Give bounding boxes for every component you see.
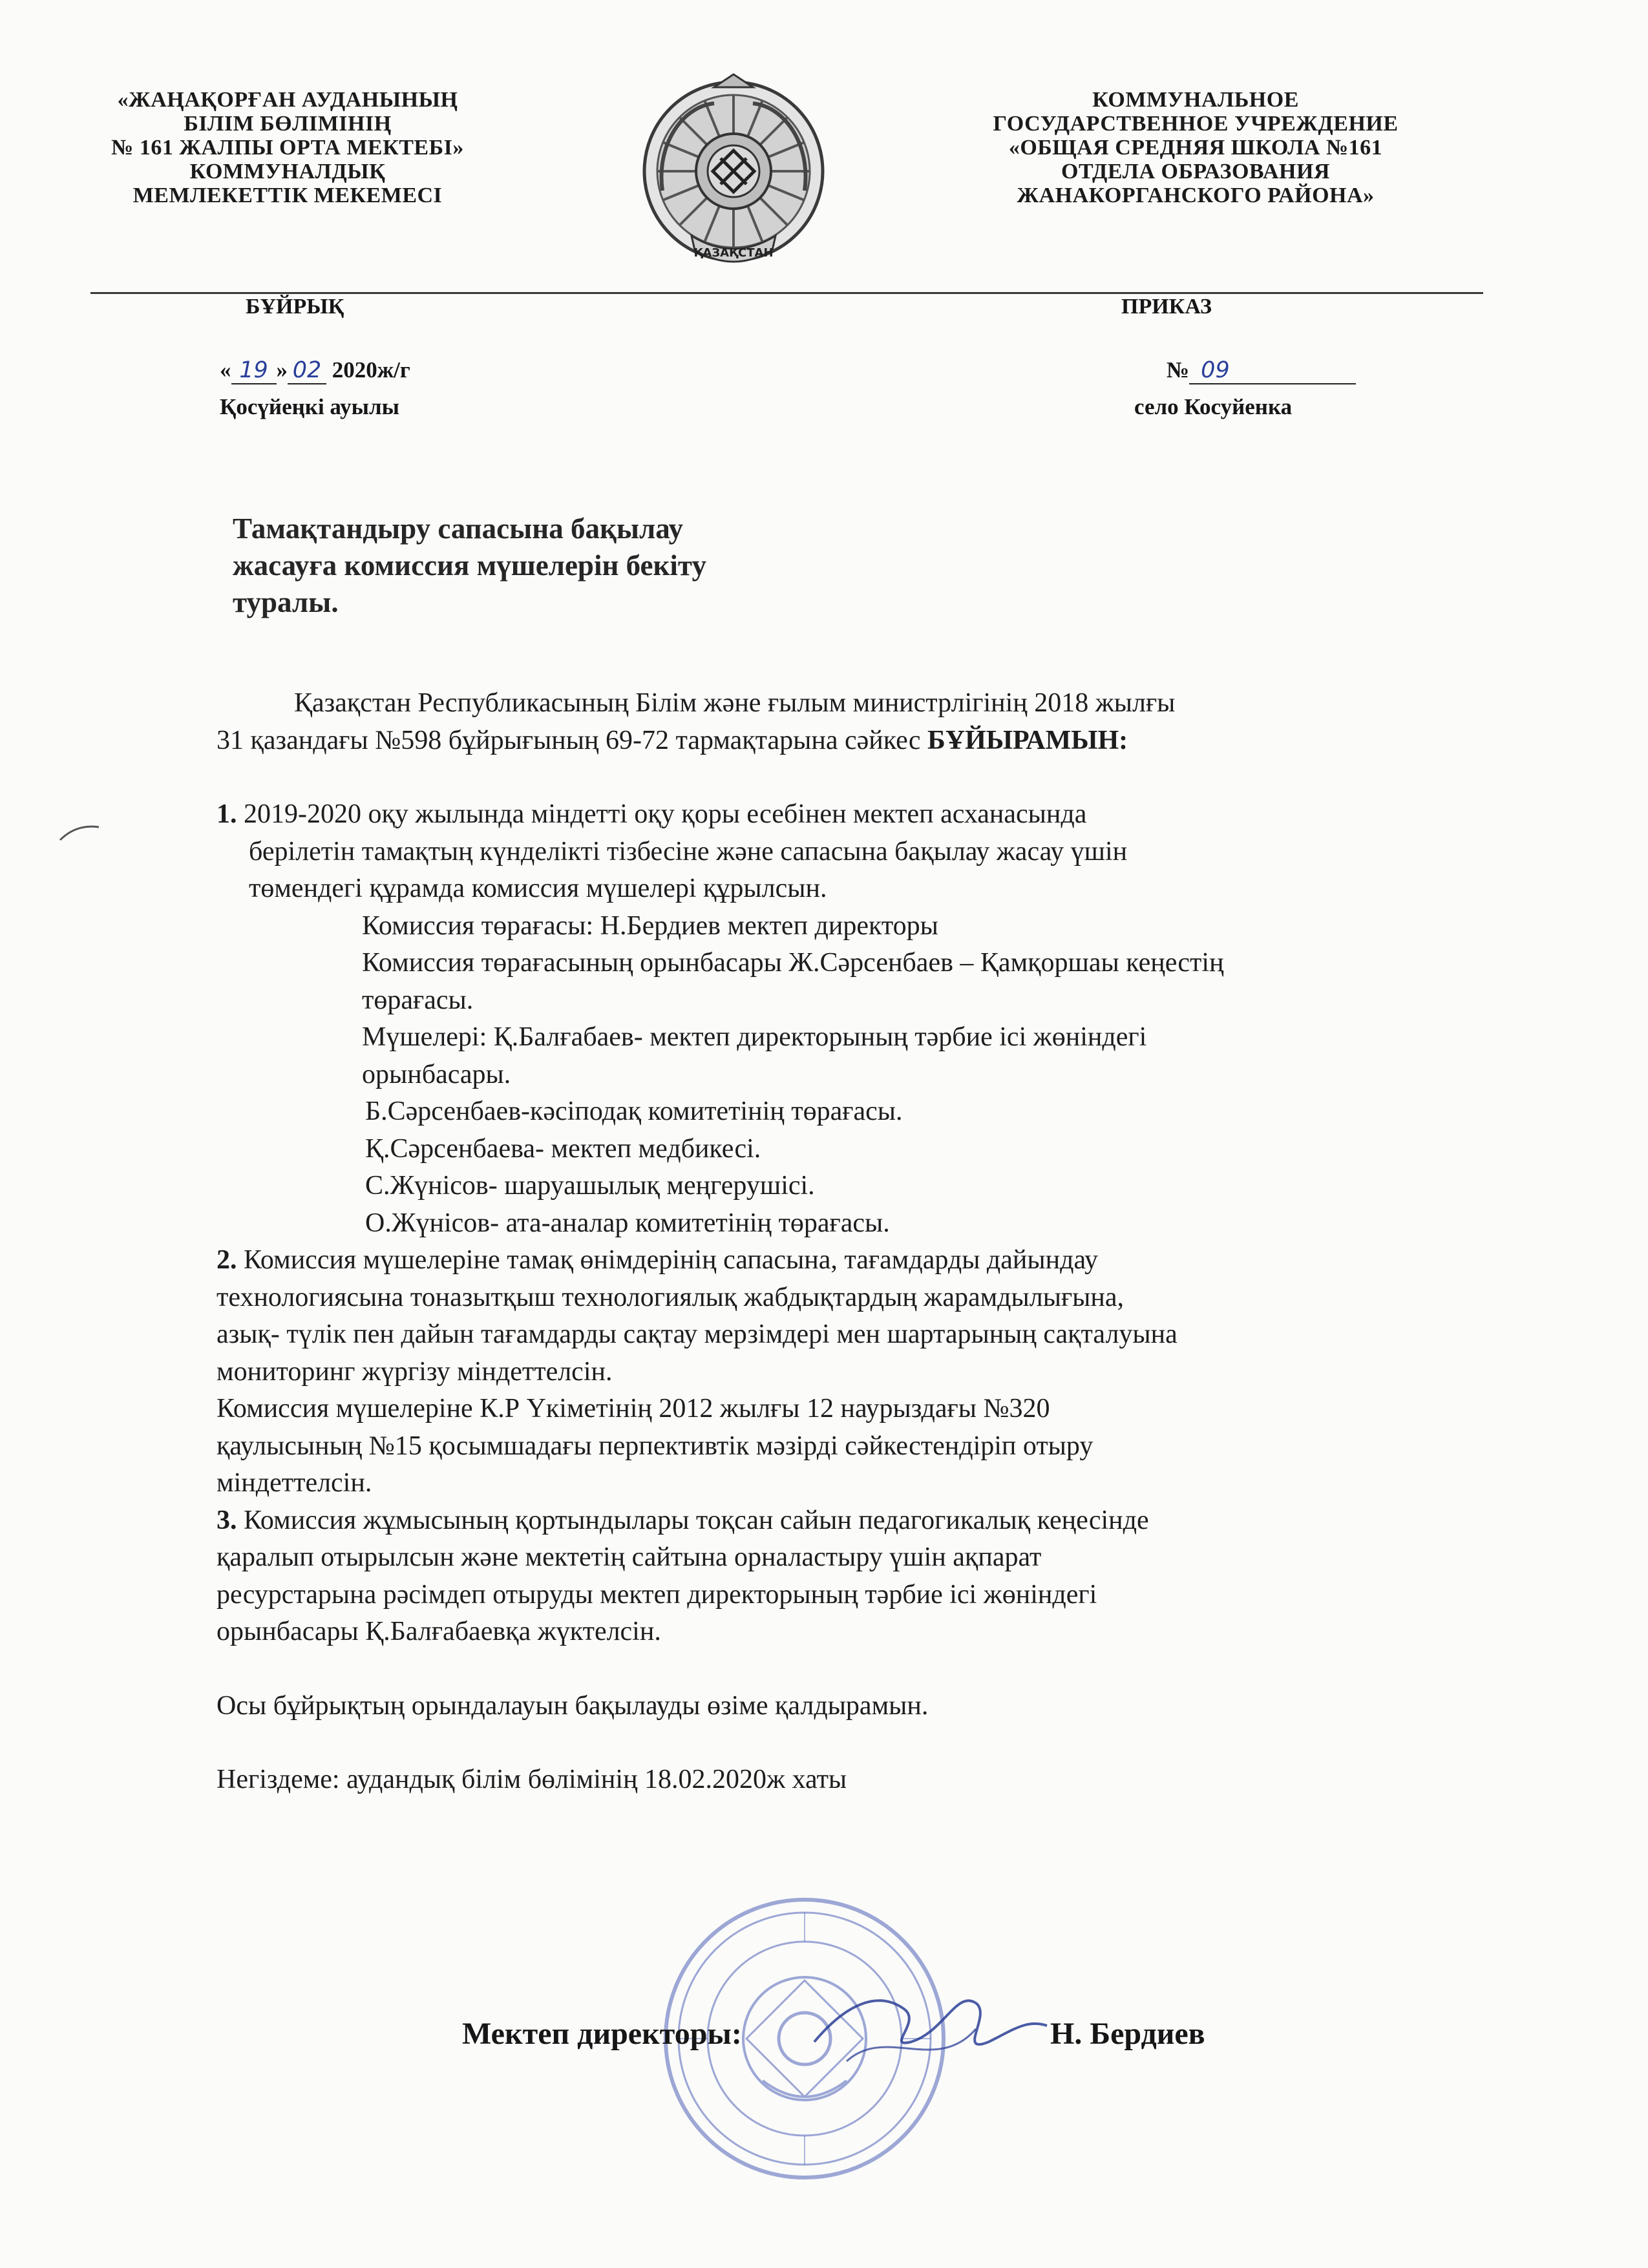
- item-2-line: міндеттелсін.: [217, 1468, 372, 1498]
- header-left-line: БІЛІМ БӨЛІМІНІҢ: [184, 112, 392, 136]
- date-day: 19: [231, 357, 277, 384]
- item-2-line: технологиясына тоназытқыш технологиялық жабдықтардың жарамдылығына,: [217, 1282, 1125, 1312]
- header-left-line: КОММУНАЛДЫҚ: [189, 160, 386, 184]
- header-left-line: № 161 ЖАЛПЫ ОРТА МЕКТЕБІ»: [111, 136, 464, 160]
- place-ru: село Косуйенка: [1134, 394, 1293, 419]
- member-line: Б.Сәрсенбаев-кәсіподақ комитетінің төрағасы.: [365, 1097, 903, 1126]
- header-right-line: «ОБЩАЯ СРЕДНЯЯ ШКОЛА №161: [1008, 136, 1383, 160]
- date-year: 2020ж/г: [326, 357, 410, 383]
- header-left-line: МЕМЛЕКЕТТІК МЕКЕМЕСІ: [132, 184, 443, 207]
- item-1: 1. 2019-2020 оқу жылында міндетті оқу қоры есебінен мектеп асханасында: [217, 799, 1087, 829]
- header-right-line: ЖАНАКОРГАНСКОГО РАЙОНА»: [1017, 184, 1375, 207]
- date-month: 02: [288, 357, 326, 384]
- item-1-line: төмендегі құрамда комиссия мүшелері құрылсын.: [249, 874, 827, 903]
- order-number-value: 09: [1189, 357, 1356, 384]
- doc-type-kz: БҰЙРЫҚ: [246, 295, 344, 319]
- order-title: [233, 510, 879, 621]
- preamble-line: Қазақстан Республикасының Білім және ғылым министрлігінің 2018 жылғы: [294, 688, 1176, 718]
- item-2-line: азық- түлік пен дайын тағамдарды сақтау мерзімдері мен шартарының сақталуына: [217, 1319, 1178, 1349]
- item-1-line: берілетін тамақтың күнделікті тізбесіне және сапасына бақылау жасау үшін: [249, 836, 1128, 866]
- member-line: Комиссия төрағасы: Н.Бердиев мектеп директоры: [362, 910, 938, 941]
- item-3: 3. Комиссия жұмысының қортындылары тоқсан сайын педагогикалық кеңесінде: [217, 1505, 1149, 1535]
- item-2: 2. Комиссия мүшелеріне тамақ өнімдерінің сапасына, тағамдарды дайындау: [217, 1245, 1098, 1275]
- header-left-line: «ЖАҢАҚОРҒАН АУДАНЫНЫҢ: [117, 88, 458, 112]
- item-3-line: орынбасары Қ.Балғабаевқа жүктелсін.: [217, 1617, 661, 1646]
- order-verb: БҰЙЫРАМЫН:: [927, 725, 1128, 755]
- header-left-kz: [97, 88, 478, 207]
- item-3-line: ресурстарына рәсімдеп отыруды мектеп директорының тәрбие ісі жөніндегі: [217, 1579, 1097, 1610]
- member-line: орынбасары.: [362, 1059, 511, 1089]
- header-right-line: ГОСУДАРСТВЕННОЕ УЧРЕЖДЕНИЕ: [993, 112, 1399, 136]
- member-line: Мүшелері: Қ.Балғабаев- мектеп директорының тәрбие ісі жөніндегі: [362, 1022, 1147, 1052]
- member-line: С.Жүнісов- шаруашылық меңгерушісі.: [365, 1171, 815, 1201]
- item-2-line: қаулысының №15 қосымшадағы перпективтік мәзірді сәйкестендіріп отыру: [217, 1431, 1093, 1461]
- control-clause: Осы бұйрықтың орындалауын бақылауды өзіме қалдырамын.: [217, 1690, 929, 1721]
- state-emblem-icon: [637, 68, 830, 281]
- title-line: жасауға комиссия мүшелерін бекіту: [233, 549, 706, 582]
- basis-clause: Негіздеме: аудандық білім бөлімінің 18.02.2020ж хаты: [217, 1765, 847, 1794]
- title-line: Тамақтандыру сапасына бақылау: [233, 512, 683, 545]
- preamble-line: 31 қазандағы №598 бұйрығының 69-72 тармақтарына сәйкес БҰЙЫРАМЫН:: [217, 725, 1128, 755]
- header-divider: [90, 292, 1483, 294]
- item-2-line: Комиссия мүшелеріне К.Р Үкіметінің 2012 жылғы 12 наурыздағы №320: [217, 1394, 1050, 1423]
- member-line: Комиссия төрағасының орынбасары Ж.Сәрсенбаев – Қамқоршаы кеңестің: [362, 948, 1224, 978]
- member-line: төрағасы.: [362, 985, 474, 1015]
- order-number: № 09: [1167, 357, 1356, 384]
- header-right-line: КОММУНАЛЬНОЕ: [1092, 88, 1299, 112]
- item-3-line: қаралып отырылсын және мектетің сайтына орналастыру үшін ақпарат: [217, 1542, 1042, 1572]
- header-right-line: ОТДЕЛА ОБРАЗОВАНИЯ: [1061, 160, 1330, 184]
- margin-mark-icon: [57, 821, 102, 859]
- signature-scribble-icon: [808, 1964, 1053, 2087]
- svg-text:ҚАЗАҚСТАН: ҚАЗАҚСТАН: [693, 246, 774, 260]
- header-right-ru: [911, 88, 1480, 207]
- item-2-line: мониторинг жүргізу міндеттелсін.: [217, 1356, 613, 1387]
- title-line: туралы.: [233, 586, 339, 618]
- place-kz: Қосүйеңкі ауылы: [220, 394, 399, 419]
- signature-role: Мектеп директоры:: [462, 2017, 742, 2051]
- order-date: « 19 » 02 2020ж/г: [220, 357, 410, 383]
- order-body: [217, 685, 1503, 1799]
- member-line: Қ.Сәрсенбаева- мектеп медбикесі.: [365, 1133, 761, 1164]
- director-name: Н. Бердиев: [1050, 2017, 1205, 2051]
- member-line: О.Жүнісов- ата-аналар комитетінің төрағасы.: [365, 1208, 890, 1238]
- doc-type-ru: ПРИКАЗ: [1121, 295, 1212, 319]
